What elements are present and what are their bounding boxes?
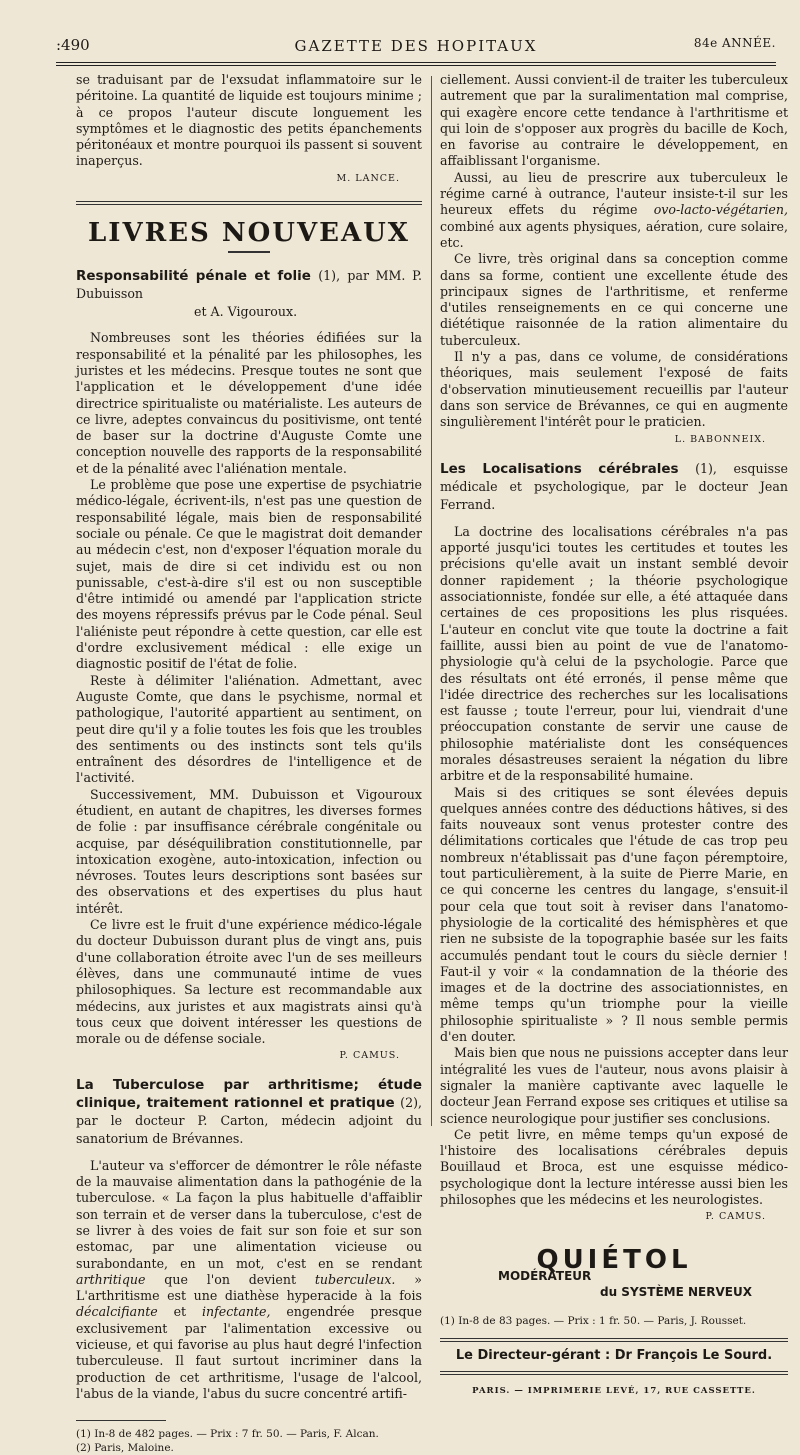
running-header [56,36,776,60]
imprint-rule-2 [440,1371,788,1375]
review-2-paragraph: Aussi, au lieu de prescrire aux tuberculeux le régime carné à outrance, l'auteur insiste-t-il sur les heureux effets du régime ovo-lacto-végétarien, combiné aux agents physiques, aération, cure solaire, etc. [440,169,788,250]
review-3-paragraph: La doctrine des localisations cérébrales n'a pas apporté jusqu'ici toutes les certitudes et toutes les précisions qu'elle avait un instant semblé devoir donner rapidement ; la théorie psychologique associationniste, fondée sur elle, a été attaquée dans certaines de ces propositions les plus risquées. L'auteur en conclut vite que toute la doctrine a fait faillite, aussi bien au point de vue de l'anatomo-physiologie qu'à celui de la psychologie. Parce que des résultats ont été erronés, il pense même que l'idée directrice des recherches sur les localisations est fausse ; toute l'erreur, pour lui, viendrait d'une préoccupation constante de servir une cause de philosophie matérialiste dont les conséquences morales désastreuses seraient la négation du libre arbitre et de la responsabilité humaine. [440,523,788,784]
left-column [76,72,422,1455]
review-2-paragraph: Il n'y a pas, dans ce volume, de considérations théoriques, mais seulement l'exposé de faits d'observation minutieusement recueillis par l'auteur dans son service de Brévannes, ce qui en augmente singulièrement l'intérêt pour le praticien. [440,349,788,430]
footnote-ref: (1), [695,460,717,476]
advertisement [440,1244,788,1301]
footnote-ref: (1), [318,268,341,284]
byline: par le docteur P. Carton, médecin adjoint du sanatorium de Brévannes. [76,1112,422,1146]
ad-line-2: du SYSTÈME NERVEUX [600,1285,752,1300]
review-1-paragraph: Nombreuses sont les théories édifiées sur la responsabilité et la pénalité par les philosophes, les juristes et les médecins. Presque toutes ne sont que l'application et le développement d'une idée directrice spiritualiste ou matérialiste. Les auteurs de ce livre, adeptes convaincus du positivisme, ont tenté de baser sur la doctrine d'Auguste Comte une conception nouvelle des rapports de la responsabilité et de la pénalité avec l'aliénation mentale. [76,330,422,476]
review-title-3 [440,460,788,514]
footnote-ref: (2), [400,1094,423,1110]
ad-brand: QUIÉTOL [536,1244,692,1275]
column-divider [431,76,432,1126]
imprint-rule [440,1338,788,1342]
masthead: GAZETTE DES HOPITAUX [294,37,538,55]
review-title-1 [76,267,422,320]
review-2-signature: L. BABONNEIX. [674,433,766,445]
footnote: (2) Paris, Maloine. [76,1442,174,1455]
review-1-paragraph: Reste à délimiter l'aliénation. Admettant, avec Auguste Comte, que dans le psychisme, normal et pathologique, l'autorité appartient au sentiment, on peut dire qu'il y a folie toutes les fois que les troubles des sentiments ou des instincts sont tels qu'ils entraînent des désordres de l'intelligence et de l'activité. [76,672,422,786]
review-3-paragraph: Mais bien que nous ne puissions accepter dans leur intégralité les vues de l'auteur, nous avons plaisir à signaler la manière captivante avec laquelle le docteur Jean Ferrand expose ses critiques et utilise sa science neurologique pour justifier ses conclusions. [440,1045,788,1126]
director-line: Le Directeur-gérant : Dr François Le Sourd. [455,1348,773,1364]
footnote: (1) In-8 de 482 pages. — Prix : 7 fr. 50. — Paris, F. Alcan. [76,1428,379,1441]
review-3-paragraph: Mais si des critiques se sont élevées depuis quelques années contre des déductions hâtives, si des faits nouveaux sont venus protester contre des délimitations corticales que l'étude de cas trop peu nombreux n'établissait pas d'une façon péremptoire, tout particulièrement, à la suite de Pierre Marie, en ce qui concerne les centres du langage, s'ensuit-il pour cela que tout soit à reviser dans l'anatomo-physiologie de la corticalité des hémisphères et que rien ne subsiste de la topographie basée sur les faits accumulés pendant tout le cours du siècle dernier ! Faut-il y voir « la condamnation de la théorie des images et de la doctrine des associationnistes, en même temps qu'un triomphe pour la vieille philosophie spiritualiste » ? Il nous semble permis d'en douter. [440,784,788,1045]
book-title: La Tuberculose par arthritisme; étude clinique, traitement rationnel et pratique [76,1076,422,1111]
review-1-paragraph: Successivement, MM. Dubuisson et Vigouroux étudient, en autant de chapitres, les diverses formes de folie : par insuffisance cérébrale congénitale ou acquise, par déséquilibration constitutionnelle, par intoxication exogène, auto-intoxication, infection ou névroses. Toutes leurs descriptions sont basées sur des observations et des expertises du plus haut intérêt. [76,786,422,916]
book-title: Les Localisations cérébrales [440,460,679,477]
byline-cont: et A. Vigouroux. [194,304,298,320]
review-1-paragraph: Le problème que pose une expertise de psychiatrie médico-légale, écrivent-ils, n'est pas une question de responsabilité légale, mais bien de responsabilité sociale ou pénale. Ce que le magistrat doit demander au médecin c'est, non d'exposer l'équation morale du sujet, mais de dire si cet individu est ou non punissable, c'est-à-dire s'il est ou non susceptible d'être intimidé ou amendé par l'application stricte des moyens répressifs prévus par le Code pénal. Seul l'aliéniste peut répondre à cette question, car elle est d'ordre exclusivement médical : elle exige un diagnostic positif de l'état de folie. [76,477,422,672]
footnote: (1) In-8 de 83 pages. — Prix : 1 fr. 50. — Paris, J. Rousset. [440,1315,747,1328]
byline: esquisse médicale et psychologique, par le docteur Jean Ferrand. [440,460,788,512]
review-2-paragraph: ciellement. Aussi convient-il de traiter les tuberculeux autrement que par la suralimentation mal comprise, qui exagère encore cette tendance à l'arthritisme et qui loin de s'opposer aux progrès du bacille de Koch, en favorise au contraire le développement, en affaiblissant l'organisme. [440,72,788,169]
intro-signature: M. LANCE. [336,172,400,184]
imprint [440,1338,788,1399]
section-dash [228,251,270,253]
page-number: :490 [56,36,90,54]
right-column [440,72,788,1399]
book-title: Responsabilité pénale et folie [76,268,311,285]
review-1-paragraph: Ce livre est le fruit d'une expérience médico-légale du docteur Dubuisson durant plus de vingt ans, puis d'une collaboration étroite avec l'un de ses meilleurs élèves, dans une communauté intime de vues philosophiques. Sa lecture est recommandable aux médecins, aux juristes et aux magistrats ainsi qu'à tous ceux que doivent intéresser les questions de morale ou de défense sociale. [76,917,422,1047]
review-1-signature: P. CAMUS. [339,1050,400,1062]
review-3-signature: P. CAMUS. [705,1211,766,1223]
header-rule [56,62,776,63]
printer-line: PARIS. — IMPRIMERIE LEVÉ, 17, RUE CASSETTE. [472,1385,756,1396]
byline: par MM. P. Dubuisson [76,268,422,302]
review-2-paragraph: Ce livre, très original dans sa conception comme dans sa forme, contient une excellente étude des principaux signes de l'arthritisme, et renferme d'utiles renseignements en ce qui concerne une diététique raisonnée de la ration alimentaire du tuberculeux. [440,251,788,348]
review-2-paragraph: L'auteur va s'efforcer de démontrer le rôle néfaste de la mauvaise alimentation dans la pathogénie de la tuberculose. « La façon la plus habituelle d'affaiblir son terrain et de verser dans la tuberculose, c'est de se livrer à des voies de fait sur son foie et sur son estomac, par une alimentation vicieuse ou surabondante, en un mot, c'est en se rendant arthritique que l'on devient tuberculeux. » L'arthritisme est une diathèse hyperacide à la fois décalcifiante et infectante, engendrée presque exclusivement par l'alimentation excessive ou vicieuse, et qui favorise au plus haut degré l'infection tuberculeuse. Il faut surtout incriminer dans la production de cet arthritisme, l'usage de l'alcool, l'abus de la viande, l'abus du sucre concentré artifi- [76,1157,422,1401]
intro-paragraph: se traduisant par de l'exsudat inflammatoire sur le péritoine. La quantité de liquide est toujours minime ; à ce propos l'auteur discute longuement les symptômes et le diagnostic des petits épanchements péritonéaux et montre pourquoi ils passent si souvent inaperçus. [76,72,422,169]
section-title: LIVRES NOUVEAUX [88,218,410,249]
review-title-2 [76,1077,422,1148]
footnote-rule [76,1420,166,1421]
section-header [76,201,422,253]
year-label: 84e ANNÉE. [693,36,776,50]
ad-line-1: MODÉRATEUR [498,1268,592,1283]
header-rule-2 [56,65,776,66]
section-rule [76,201,422,205]
review-3-paragraph: Ce petit livre, en même temps qu'un exposé de l'histoire des localisations cérébrales depuis Bouillaud et Broca, est une esquisse médico-psychologique dont la lecture intéresse aussi bien les philosophes que les médecins et les neurologistes. [440,1126,788,1207]
